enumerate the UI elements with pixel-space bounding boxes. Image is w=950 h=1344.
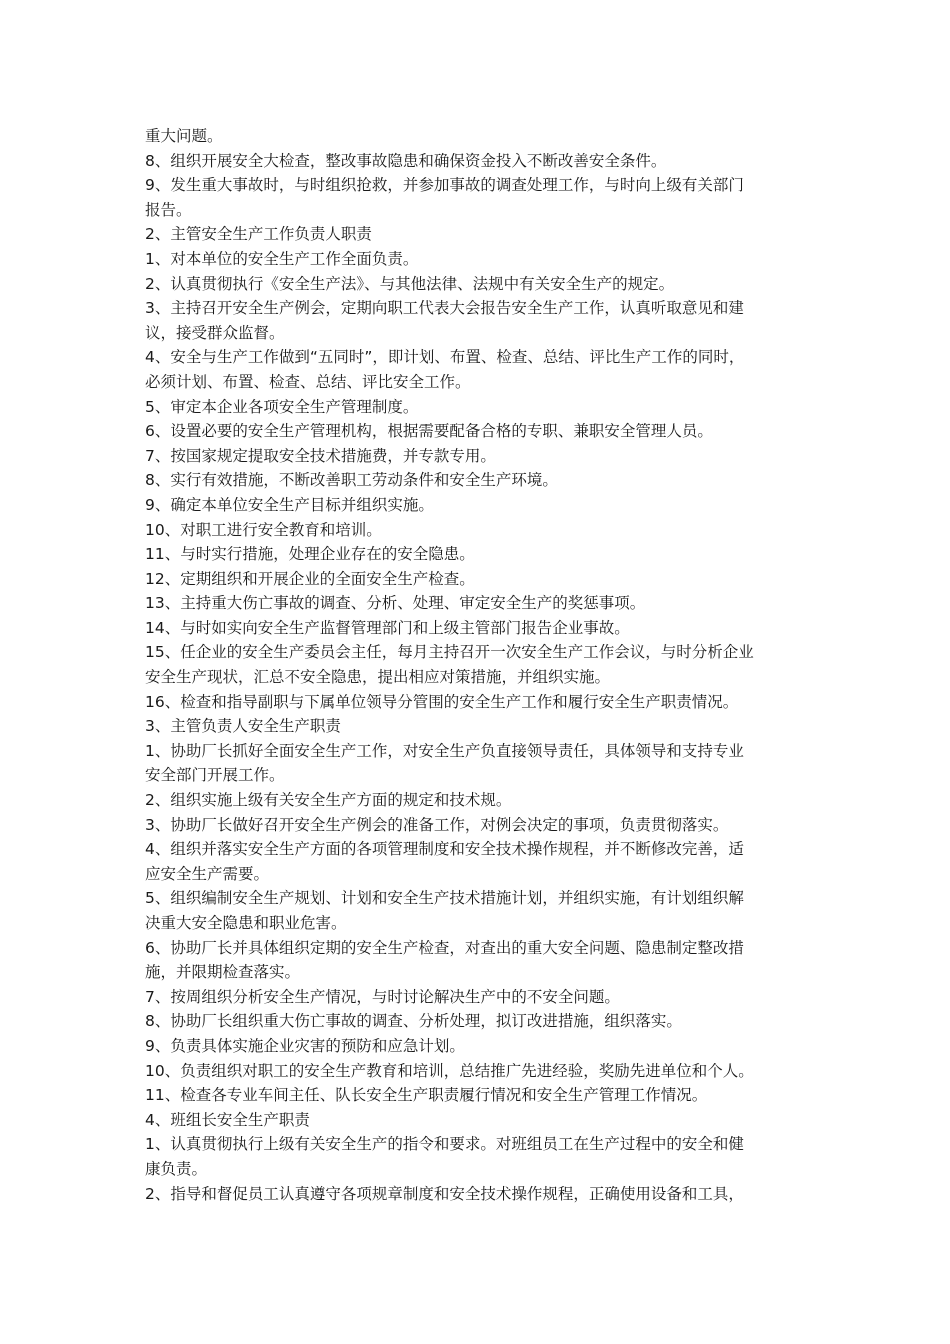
text-line: 9、确定本单位安全生产目标并组织实施。: [145, 495, 434, 514]
document-body: [145, 124, 820, 1206]
text-line: 1、对本单位的安全生产工作全面负责。: [145, 249, 419, 268]
text-line: 应安全生产需要。: [145, 864, 270, 883]
section-heading: 3、主管负责人安全生产职责: [145, 717, 341, 736]
section-heading: 2、主管安全生产工作负责人职责: [145, 225, 372, 244]
text-line: 2、指导和督促员工认真遵守各项规章制度和安全技术操作规程，正确使用设备和工具，: [145, 1184, 744, 1203]
text-line: 9、负责具体实施企业灾害的预防和应急计划。: [145, 1036, 465, 1055]
text-line: 康负责。: [145, 1159, 208, 1178]
text-line: 3、主持召开安全生产例会，定期向职工代表大会报告安全生产工作，认真听取意见和建: [145, 299, 744, 318]
text-line: 2、认真贯彻执行《安全生产法》、与其他法律、法规中有关安全生产的规定。: [145, 274, 675, 293]
text-line: 16、检查和指导副职与下属单位领导分管围的安全生产工作和履行安全生产职责情况。: [145, 692, 739, 711]
text-line: 决重大安全隐患和职业危害。: [145, 914, 347, 932]
text-line: 1、协助厂长抓好全面安全生产工作，对安全生产负直接领导责任，具体领导和支持专业: [145, 741, 744, 760]
text-line: 3、协助厂长做好召开安全生产例会的准备工作，对例会决定的事项，负责贯彻落实。: [145, 815, 729, 834]
text-line: 6、设置必要的安全生产管理机构，根据需要配备合格的专职、兼职安全管理人员。: [145, 422, 713, 441]
text-line: 1、认真贯彻执行上级有关安全生产的指令和要求。对班组员工在生产过程中的安全和健: [145, 1135, 744, 1154]
text-line: 施，并限期检查落实。: [145, 963, 301, 982]
text-line: 8、组织开展安全大检查，整改事故隐患和确保资金投入不断改善安全条件。: [145, 151, 667, 170]
text-line: 报告。: [145, 200, 192, 219]
section-heading: 4、班组长安全生产职责: [145, 1110, 310, 1129]
text-line: 5、组织编制安全生产规划、计划和安全生产技术措施计划，并组织实施，有计划组织解: [145, 889, 744, 908]
text-line: 6、协助厂长并具体组织定期的安全生产检查，对查出的重大安全问题、隐患制定整改措: [145, 938, 744, 957]
text-line: 11、检查各专业车间主任、队长安全生产职责履行情况和安全生产管理工作情况。: [145, 1086, 708, 1105]
text-line: 4、组织并落实安全生产方面的各项管理制度和安全技术操作规程，并不断修改完善，适: [145, 840, 744, 859]
text-line: 7、按周组织分析安全生产情况，与时讨论解决生产中的不安全问题。: [145, 987, 620, 1006]
text-line: 4、安全与生产工作做到“五同时”，即计划、布置、检查、总结、评比生产工作的同时，: [145, 348, 745, 367]
text-line: 13、主持重大伤亡事故的调查、分析、处理、审定安全生产的奖惩事项。: [145, 594, 646, 613]
text-line: 2、组织实施上级有关安全生产方面的规定和技术规。: [145, 791, 512, 810]
text-line: 5、审定本企业各项安全生产管理制度。: [145, 397, 419, 416]
text-line: 安全部门开展工作。: [145, 766, 285, 785]
text-line: 8、实行有效措施，不断改善职工劳动条件和安全生产环境。: [145, 471, 558, 490]
text-line: 安全生产现状，汇总不安全隐患，提出相应对策措施，并组织实施。: [145, 668, 611, 687]
text-line: 必须计划、布置、检查、总结、评比安全工作。: [145, 372, 471, 391]
text-line: 议，接受群众监督。: [145, 323, 285, 342]
text-line: 10、负责组织对职工的安全生产教育和培训，总结推广先进经验，奖励先进单位和个人。: [145, 1061, 754, 1080]
text-line: 15、任企业的安全生产委员会主任，每月主持召开一次安全生产工作会议，与时分析企业: [145, 643, 754, 662]
text-line: 8、协助厂长组织重大伤亡事故的调查、分析处理，拟订改进措施，组织落实。: [145, 1012, 682, 1031]
text-line: 12、定期组织和开展企业的全面安全生产检查。: [145, 569, 475, 588]
text-line: 10、对职工进行安全教育和培训。: [145, 520, 382, 539]
text-line: 14、与时如实向安全生产监督管理部门和上级主管部门报告企业事故。: [145, 618, 630, 637]
text-line: 7、按国家规定提取安全技术措施费，并专款专用。: [145, 446, 496, 465]
text-line: 重大问题。: [145, 127, 223, 145]
text-line: 9、发生重大事故时，与时组织抢救，并参加事故的调查处理工作，与时向上级有关部门: [145, 176, 744, 195]
text-line: 11、与时实行措施，处理企业存在的安全隐患。: [145, 545, 475, 564]
